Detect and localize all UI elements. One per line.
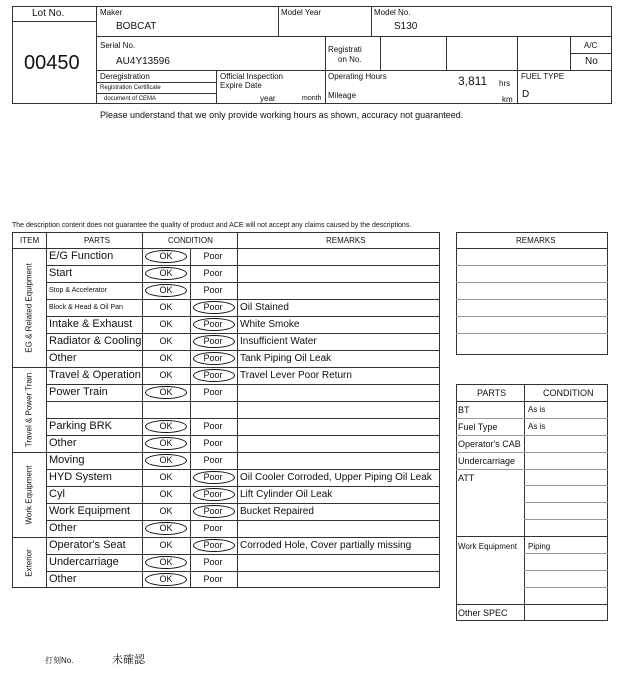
- part-label: Operator's Seat: [49, 539, 126, 551]
- other-spec-label: Other SPEC: [458, 608, 508, 618]
- ok-option: OK: [159, 370, 173, 380]
- operating-hours-label: Operating Hours: [328, 72, 387, 81]
- ok-option: OK: [159, 540, 173, 550]
- poor-option: Poor: [203, 319, 223, 329]
- remarks-text: White Smoke: [240, 319, 300, 330]
- fuel-type-label: FUEL TYPE: [521, 72, 565, 81]
- poor-selected-circle: [193, 369, 235, 382]
- lot-label: Lot No.: [32, 8, 65, 19]
- remarks-text: Bucket Repaired: [240, 506, 314, 517]
- right-remarks-box: [456, 232, 608, 355]
- right-condition-value: As is: [528, 422, 546, 431]
- poor-selected-circle: [193, 352, 235, 365]
- maker-label: Maker: [100, 8, 123, 17]
- year-label: year: [260, 94, 276, 103]
- ok-selected-circle: [145, 250, 187, 263]
- inspection-label-1: Official Inspection: [220, 72, 283, 81]
- poor-selected-circle: [193, 539, 235, 552]
- ok-option: OK: [159, 251, 173, 261]
- part-label: Other: [49, 437, 77, 449]
- model-no-label: Model No.: [374, 8, 411, 17]
- poor-option: Poor: [203, 523, 223, 533]
- ac-label: A/C: [584, 41, 598, 50]
- poor-option: Poor: [203, 336, 223, 346]
- disclaimer: The description content does not guarantee the quality of product and ACE will not accept any claims caused by the descriptions.: [12, 222, 412, 229]
- ok-selected-circle: [145, 573, 187, 586]
- remarks-text: Oil Stained: [240, 302, 289, 313]
- group-label: Travel & Power Train: [24, 372, 33, 447]
- poor-option: Poor: [203, 370, 223, 380]
- right-parts-header: PARTS: [477, 388, 507, 398]
- ok-option: OK: [159, 387, 173, 397]
- ok-selected-circle: [145, 522, 187, 535]
- poor-selected-circle: [193, 301, 235, 314]
- ok-option: OK: [159, 523, 173, 533]
- part-label: Other: [49, 573, 77, 585]
- serial-label: Serial No.: [100, 41, 136, 50]
- ok-option: OK: [159, 268, 173, 278]
- ok-selected-circle: [145, 556, 187, 569]
- ok-option: OK: [159, 574, 173, 584]
- km-unit: km: [502, 95, 513, 104]
- poor-selected-circle: [193, 505, 235, 518]
- poor-option: Poor: [203, 251, 223, 261]
- header-parts: PARTS: [84, 236, 110, 245]
- part-label: Travel & Operation: [49, 369, 141, 381]
- header-remarks: REMARKS: [326, 236, 366, 245]
- header-condition: CONDITION: [168, 236, 213, 245]
- poor-option: Poor: [203, 387, 223, 397]
- registration-label-2: on No.: [338, 55, 362, 64]
- ok-selected-circle: [145, 454, 187, 467]
- poor-option: Poor: [203, 421, 223, 431]
- group-label: EG & Related Equipment: [24, 262, 33, 353]
- header-item: ITEM: [20, 236, 40, 245]
- part-label: Other: [49, 352, 77, 364]
- part-label: E/G Function: [49, 250, 114, 262]
- group-label: Exterior: [24, 548, 33, 577]
- part-label: Cyl: [49, 488, 65, 500]
- group-label: Work Equipment: [24, 465, 33, 524]
- ok-selected-circle: [145, 267, 187, 280]
- poor-option: Poor: [203, 574, 223, 584]
- part-label: Start: [49, 267, 73, 279]
- part-label: Power Train: [49, 386, 108, 398]
- ok-option: OK: [159, 489, 173, 499]
- poor-option: Poor: [203, 472, 223, 482]
- part-label: HYD System: [49, 471, 112, 483]
- accuracy-notice: Please understand that we only provide working hours as shown, accuracy not guaranteed.: [100, 110, 464, 120]
- part-label: Work Equipment: [49, 505, 131, 517]
- registration-label-1: Registrati: [328, 45, 362, 54]
- ok-option: OK: [159, 455, 173, 465]
- right-part-label: Fuel Type: [458, 422, 498, 432]
- right-condition-value: As is: [528, 405, 546, 414]
- poor-option: Poor: [203, 353, 223, 363]
- ac-value: No: [585, 56, 598, 67]
- right-part-label: BT: [458, 405, 470, 415]
- poor-option: Poor: [203, 540, 223, 550]
- remarks-text: Lift Cylinder Oil Leak: [240, 489, 333, 500]
- poor-option: Poor: [203, 489, 223, 499]
- lot-number: 00450: [24, 52, 80, 74]
- part-label: Other: [49, 522, 77, 534]
- ok-option: OK: [159, 285, 173, 295]
- inspection-label-2: Expire Date: [220, 81, 262, 90]
- remarks-text: Oil Cooler Corroded, Upper Piping Oil Leak: [240, 472, 432, 483]
- ok-option: OK: [159, 557, 173, 567]
- ok-option: OK: [159, 319, 173, 329]
- right-remarks-header: REMARKS: [516, 236, 556, 245]
- ok-option: OK: [159, 336, 173, 346]
- poor-selected-circle: [193, 335, 235, 348]
- remarks-text: Tank Piping Oil Leak: [240, 353, 332, 364]
- poor-option: Poor: [203, 455, 223, 465]
- part-label: Radiator & Cooling: [49, 335, 142, 347]
- remarks-text: Travel Lever Poor Return: [240, 370, 352, 381]
- model-year-label: Model Year: [281, 8, 322, 17]
- ok-selected-circle: [145, 437, 187, 450]
- right-part-label: Undercarriage: [458, 456, 516, 466]
- work-equipment-label: Work Equipment: [458, 542, 517, 551]
- poor-option: Poor: [203, 438, 223, 448]
- registration-certificate-label: Registration Certificate: [100, 85, 161, 91]
- fuel-type-value: D: [522, 89, 530, 100]
- right-condition-header: CONDITION: [543, 388, 594, 398]
- poor-selected-circle: [193, 488, 235, 501]
- poor-option: Poor: [203, 302, 223, 312]
- ok-selected-circle: [145, 420, 187, 433]
- serial-value: AU4Y13596: [116, 56, 170, 67]
- ok-selected-circle: [145, 284, 187, 297]
- part-label: Parking BRK: [49, 420, 112, 432]
- ok-option: OK: [159, 302, 173, 312]
- operating-hours-value: 3,811: [458, 74, 488, 88]
- deregistration-label: Deregistration: [100, 72, 150, 81]
- remarks-text: Insufficient Water: [240, 336, 317, 347]
- ok-selected-circle: [145, 386, 187, 399]
- poor-option: Poor: [203, 557, 223, 567]
- ok-option: OK: [159, 353, 173, 363]
- part-label: Undercarriage: [49, 556, 119, 568]
- poor-option: Poor: [203, 285, 223, 295]
- mileage-label: Mileage: [328, 91, 357, 100]
- ok-option: OK: [159, 438, 173, 448]
- poor-option: Poor: [203, 506, 223, 516]
- poor-selected-circle: [193, 471, 235, 484]
- cema-label: document of CEMA: [104, 96, 157, 102]
- remarks-text: Corroded Hole, Cover partially missing: [240, 540, 412, 551]
- stamp-label: 打刻No.: [45, 656, 74, 665]
- model-no-value: S130: [394, 21, 418, 32]
- poor-option: Poor: [203, 268, 223, 278]
- poor-selected-circle: [193, 318, 235, 331]
- maker-value: BOBCAT: [116, 21, 157, 32]
- ok-option: OK: [159, 472, 173, 482]
- month-label: month: [302, 95, 322, 102]
- part-label: Stop & Accelerator: [49, 287, 107, 294]
- ok-option: OK: [159, 506, 173, 516]
- stamp-value: 未確認: [112, 654, 145, 666]
- part-label: Moving: [49, 454, 85, 466]
- part-label: Block & Head & Oil Pan: [49, 304, 123, 311]
- hrs-unit: hrs: [499, 79, 511, 88]
- ok-option: OK: [159, 421, 173, 431]
- right-part-label: ATT: [458, 473, 475, 483]
- part-label: Intake & Exhaust: [49, 318, 133, 330]
- right-part-label: Operator's CAB: [458, 439, 521, 449]
- work-equipment-value: Piping: [528, 542, 551, 551]
